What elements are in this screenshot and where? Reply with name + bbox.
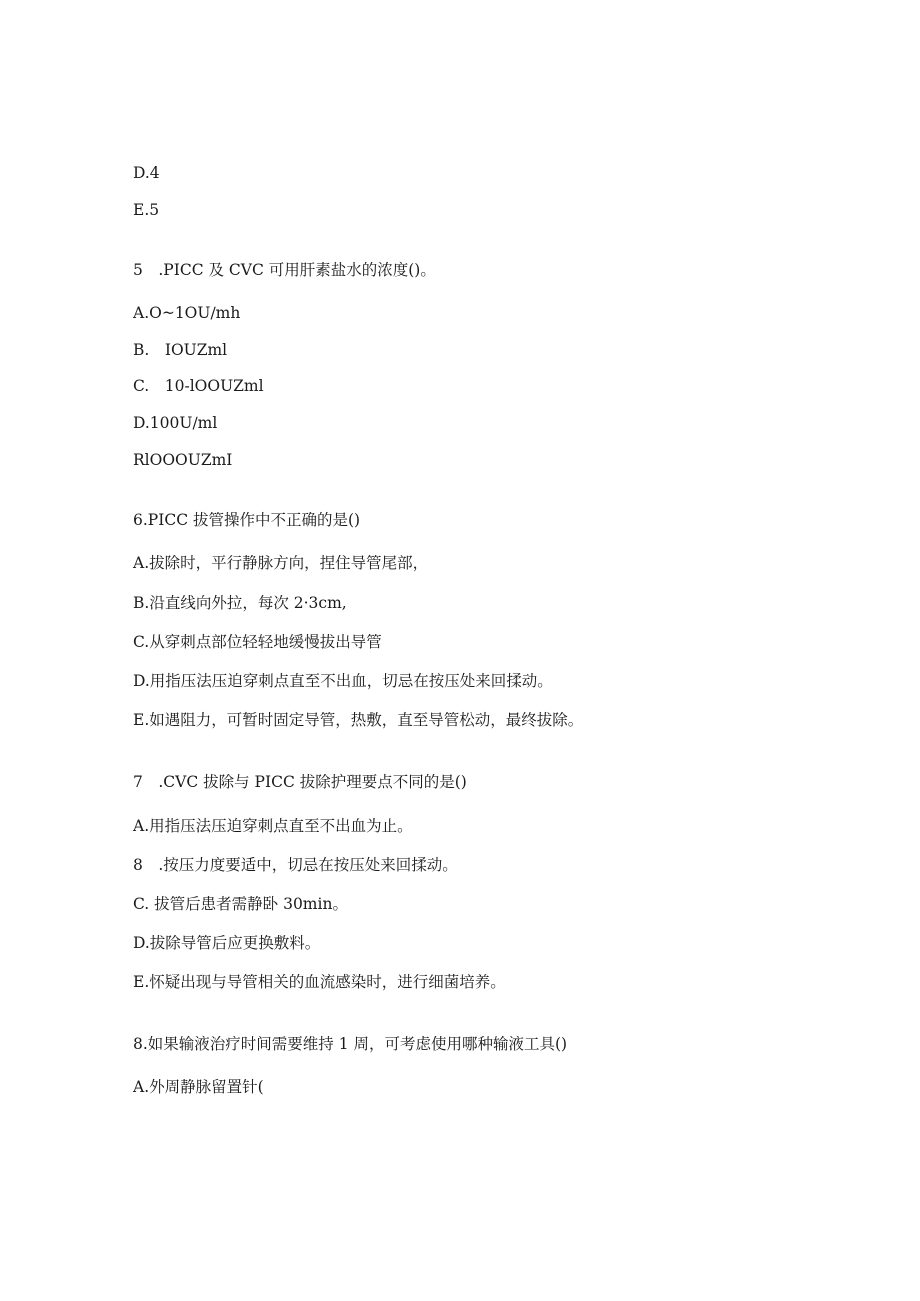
option-d-q7: D.拔除导管后应更换敷料。	[133, 934, 321, 952]
option-e-q4: E.5	[133, 201, 160, 219]
option-b-q5: B. IOUZml	[133, 341, 228, 359]
question-8: 8.如果输液治疗时间需要维持 1 周，可考虑使用哪种输液工具()	[133, 1035, 568, 1053]
option-d-q4: D.4	[133, 164, 160, 182]
question-6: 6.PICC 拔管操作中不正确的是()	[133, 511, 361, 529]
option-b-q6: B.沿直线向外拉，每次 2·3cm,	[133, 594, 347, 612]
question-5: 5 .PICC 及 CVC 可用肝素盐水的浓度()。	[133, 261, 436, 279]
option-b-q7: 8 .按压力度要适中，切忌在按压处来回揉动。	[133, 856, 458, 874]
option-a-q7: A.用指压法压迫穿刺点直至不出血为止。	[133, 817, 413, 835]
option-a-q6: A.拔除时，平行静脉方向，捏住导管尾部，	[133, 554, 429, 572]
question-7: 7 .CVC 拔除与 PICC 拔除护理要点不同的是()	[133, 773, 467, 791]
option-c-q7: C. 拔管后患者需静卧 30min。	[133, 895, 348, 913]
option-e-q5: RlOOOUZmI	[133, 451, 233, 469]
option-d-q6: D.用指压法压迫穿刺点直至不出血，切忌在按压处来回揉动。	[133, 672, 553, 690]
option-c-q5: C. 10-lOOUZml	[133, 377, 264, 395]
option-e-q7: E.怀疑出现与导管相关的血流感染时，进行细菌培养。	[133, 973, 506, 991]
option-c-q6: C.从穿刺点部位轻轻地缓慢拔出导管	[133, 633, 382, 651]
option-a-q8: A.外周静脉留置针(	[133, 1078, 264, 1096]
option-d-q5: D.100U∕ml	[133, 414, 218, 432]
option-e-q6: E.如遇阻力，可暂时固定导管，热敷，直至导管松动，最终拔除。	[133, 711, 584, 729]
option-a-q5: A.O~1OU∕mh	[133, 304, 241, 322]
